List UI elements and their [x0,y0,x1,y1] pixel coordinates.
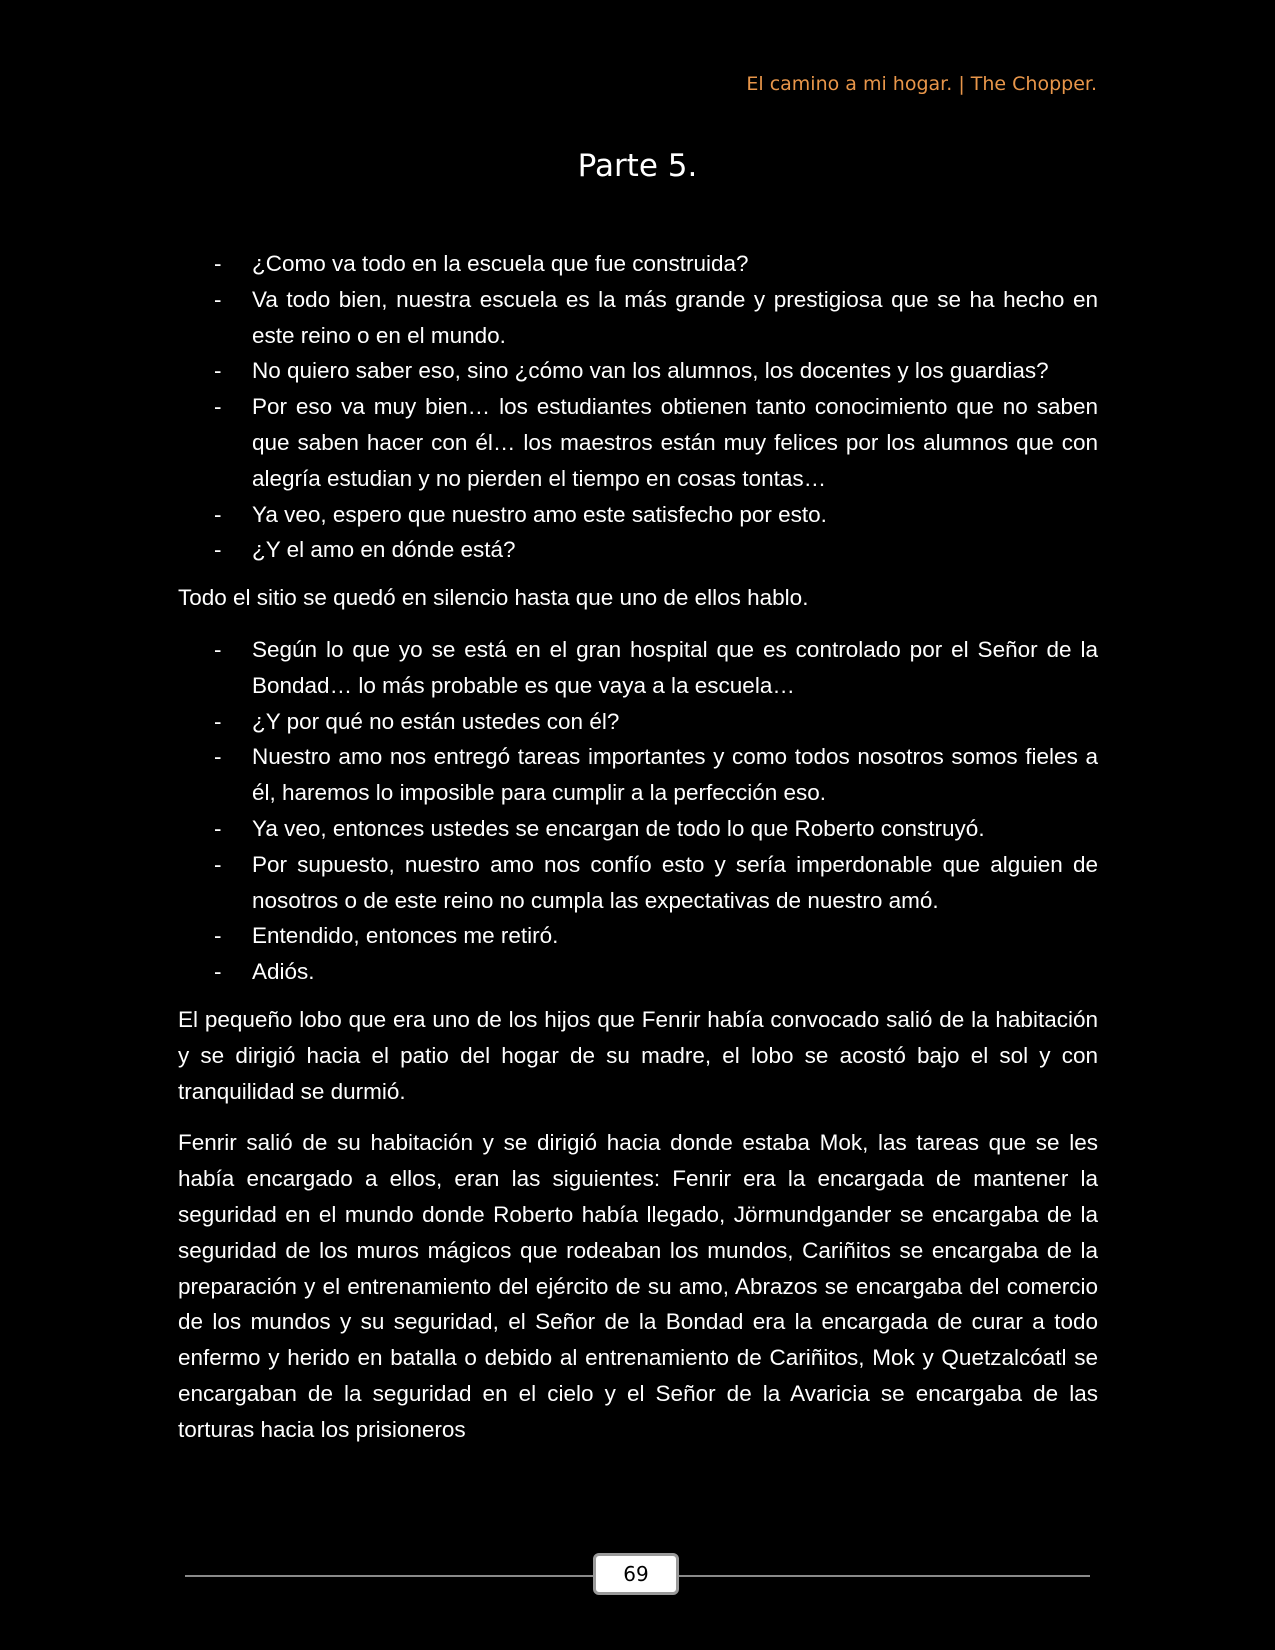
page-body [178,246,1098,1448]
narrative-paragraph: Todo el sitio se quedó en silencio hasta que uno de ellos hablo. [178,585,809,611]
dialogue-line [178,847,1098,919]
dialogue-list-1 [178,246,1098,568]
dialogue-line [178,353,1098,389]
dash-marker: - [214,537,222,563]
dialogue-line [178,389,1098,496]
dash-marker: - [214,959,222,985]
dialogue-list-2 [178,632,1098,990]
dash-marker: - [214,394,222,420]
dash-marker: - [214,251,222,276]
chapter-title: Parte 5. [577,148,698,184]
dialogue-line [178,497,1098,533]
dash-marker: - [214,358,222,384]
dash-marker: - [214,501,222,527]
dialogue-line [178,739,1098,811]
narrative-paragraph: El pequeño lobo que era uno de los hijos que Fenrir había convocado salió de la habitación y se dirigió hacia el patio del hogar de su madre, el lobo se acostó bajo el sol y con tranquilidad se durmió. [178,1006,1098,1104]
dialogue-text: Ya veo, espero que nuestro amo este satisfecho por esto. [252,501,827,527]
dialogue-line [178,918,1098,954]
dialogue-text: No quiero saber eso, sino ¿cómo van los alumnos, los docentes y los guardias? [252,358,1049,384]
dash-marker: - [214,851,222,877]
dialogue-text: ¿Y por qué no están ustedes con él? [252,708,620,734]
dash-marker: - [214,286,222,312]
dash-marker: - [214,636,222,662]
dialogue-line [178,632,1098,704]
dialogue-text: Por eso va muy bien… los estudiantes obtienen tanto conocimiento que no saben que saben hacer con él… los maestros están muy felices por los alumnos que con alegría estudian y no pierden el tiempo en cosas tontas… [252,394,1098,491]
dash-marker: - [214,744,222,770]
dash-marker: - [214,923,222,949]
dialogue-text: Entendido, entonces me retiró. [252,923,559,949]
dialogue-text: Va todo bien, nuestra escuela es la más grande y prestigiosa que se ha hecho en este reino o en el mundo. [252,286,1098,348]
dialogue-text: Nuestro amo nos entregó tareas importantes y como todos nosotros somos fieles a él, haremos lo imposible para cumplir a la perfección eso. [252,744,1098,806]
dialogue-line [178,532,1098,568]
dialogue-text: Adiós. [252,959,315,985]
dialogue-line [178,246,1098,282]
dialogue-text: Por supuesto, nuestro amo nos confío esto y sería imperdonable que alguien de nosotros o de este reino no cumpla las expectativas de nuestro amó. [252,851,1098,913]
page-number: 69 [593,1553,679,1595]
dash-marker: - [214,708,222,734]
dialogue-line [178,704,1098,740]
dialogue-line [178,282,1098,354]
narrative-paragraph: Fenrir salió de su habitación y se dirigió hacia donde estaba Mok, las tareas que se les había encargado a ellos, eran las siguientes: Fenrir era la encargada de mantener la seguridad en el mundo donde Roberto había llegado, Jörmundgander se encargaba de la seguridad de los muros mágicos que rodeaban los mundos, Cariñitos se encargaba de la preparación y el entrenamiento del ejército de su amo, Abrazos se encargaba del comercio de los mundos y su seguridad, el Señor de la Bondad era la encargada de curar a todo enfermo y herido en batalla o debido al entrenamiento de Cariñitos, Mok y Quetzalcóatl se encargaban de la seguridad en el cielo y el Señor de la Avaricia se encargaba de las torturas hacia los prisioneros [178,1130,1098,1442]
dialogue-text: ¿Y el amo en dónde está? [252,537,516,563]
dialogue-text: Según lo que yo se está en el gran hospital que es controlado por el Señor de la Bondad… lo más probable es que vaya a la escuela… [252,636,1098,698]
dialogue-text: ¿Como va todo en la escuela que fue construida? [252,251,749,276]
dash-marker: - [214,815,222,841]
dialogue-text: Ya veo, entonces ustedes se encargan de todo lo que Roberto construyó. [252,815,985,841]
running-header: El camino a mi hogar. | The Chopper. [746,73,1097,95]
dialogue-line [178,811,1098,847]
dialogue-line [178,954,1098,990]
